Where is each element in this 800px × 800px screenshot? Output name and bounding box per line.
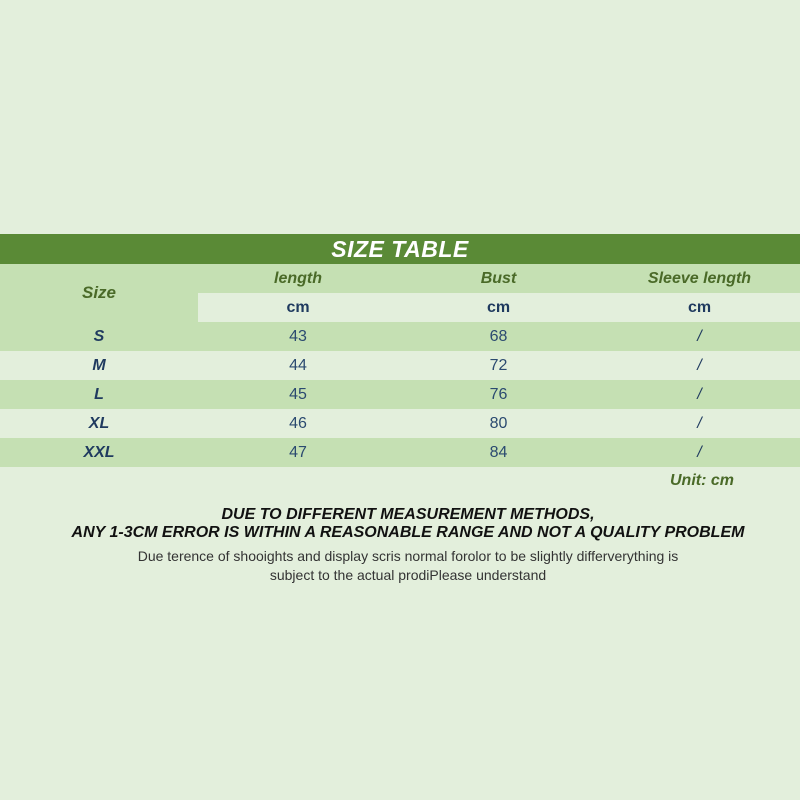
sleeve-cell: / — [697, 327, 702, 345]
table-row — [0, 351, 800, 380]
length-header: length — [274, 269, 322, 287]
size-header: Size — [0, 264, 198, 322]
note-line-1: Due terence of shooights and display scris normal forolor to be slightly differverything is — [137, 548, 679, 564]
note-line-2: subject to the actual prodiPlease understand — [269, 567, 547, 583]
sleeve-length-header: Sleeve length — [647, 269, 752, 287]
size-cell: L — [94, 385, 104, 403]
bust-cell: 72 — [489, 356, 508, 374]
warning-line-2: ANY 1-3CM ERROR IS WITHIN A REASONABLE RANGE AND NOT A QUALITY PROBLEM — [71, 524, 745, 541]
size-cell: XXL — [83, 443, 115, 461]
length-cell: 47 — [289, 443, 307, 461]
length-cell: 44 — [289, 356, 307, 374]
table-row — [0, 409, 800, 438]
sleeve-unit: cm — [687, 298, 712, 316]
size-table — [0, 264, 800, 467]
length-cell: 43 — [289, 327, 307, 345]
size-cell: XL — [88, 414, 110, 432]
size-cell: M — [92, 356, 106, 374]
sleeve-cell: / — [697, 356, 702, 374]
size-cell: S — [93, 327, 105, 345]
bust-cell: 76 — [489, 385, 508, 403]
sleeve-cell: / — [697, 385, 702, 403]
table-row — [0, 380, 800, 409]
length-cell: 45 — [289, 385, 307, 403]
bust-unit: cm — [486, 298, 511, 316]
sleeve-cell: / — [697, 414, 702, 432]
table-row — [0, 322, 800, 351]
length-cell: 46 — [289, 414, 307, 432]
bust-header: Bust — [480, 269, 517, 287]
sleeve-cell: / — [697, 443, 702, 461]
size-table-title: SIZE TABLE — [0, 234, 800, 264]
unit-note: Unit: cm — [670, 472, 734, 489]
table-row — [0, 438, 800, 467]
header-row — [0, 264, 800, 293]
bust-cell: 80 — [489, 414, 508, 432]
warning-line-1: DUE TO DIFFERENT MEASUREMENT METHODS, — [221, 506, 595, 523]
bust-cell: 84 — [489, 443, 508, 461]
bust-cell: 68 — [489, 327, 508, 345]
length-unit: cm — [286, 298, 310, 316]
